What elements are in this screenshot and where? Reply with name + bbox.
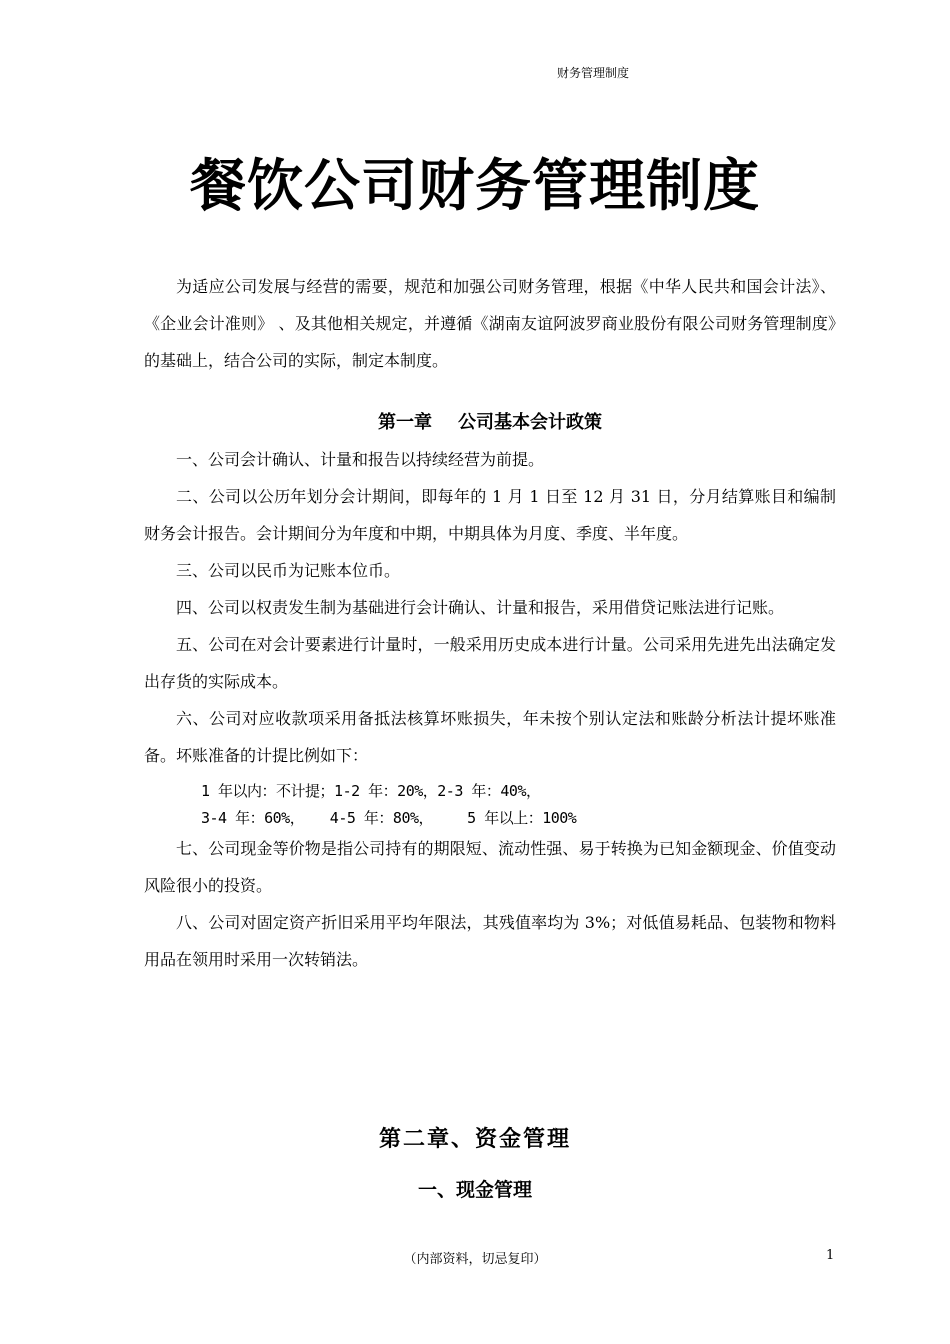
section-cash-management-heading: 一、现金管理 (417, 1179, 532, 1201)
policy-item-2: 二、公司以公历年划分会计期间，即每年的 1 月 1 日至 12 月 31 日，分月结算账目和编制财务会计报告。会计期间分为年度和中期，中期具体为月度、季度、半年度。 (144, 487, 836, 543)
policy-item-3: 三、公司以民币为记账本位币。 (176, 561, 401, 580)
chapter1-title: 公司基本会计政策 (458, 412, 602, 433)
bad-debt-ratio-table (144, 778, 836, 832)
chapter2-heading: 第二章、资金管理 (378, 1127, 571, 1152)
document-body (144, 268, 836, 978)
policy-item-8: 八、公司对固定资产折旧采用平均年限法，其残值率均为 3%；对低值易耗品、包装物和物料用品在领用时采用一次转销法。 (144, 913, 836, 969)
footer-notice: （内部资料，切忌复印） (403, 1252, 547, 1267)
policy-item-4: 四、公司以权责发生制为基础进行会计确认、计量和报告，采用借贷记账法进行记账。 (176, 598, 785, 617)
chapter1-number: 第一章 (378, 412, 432, 433)
ratio-line-1: 1 年以内：不计提；1-2 年：20%，2-3 年：40%， (201, 782, 541, 800)
policy-item-6: 六、公司对应收款项采用备抵法核算坏账损失，年未按个别认定法和账龄分析法计提坏账准备。坏账准备的计提比例如下： (144, 709, 836, 765)
chapter1-heading (144, 405, 836, 441)
intro-paragraph: 为适应公司发展与经营的需要，规范和加强公司财务管理，根据《中华人民共和国会计法》、《企业会计准则》 、及其他相关规定，并遵循《湖南友谊阿波罗商业股份有限公司财务管理制度》的基础上，结合公司的实际，制定本制度。 (144, 277, 836, 370)
policy-item-7: 七、公司现金等价物是指公司持有的期限短、流动性强、易于转换为已知金额现金、价值变动风险很小的投资。 (144, 839, 836, 895)
running-header: 财务管理制度 (556, 66, 629, 80)
policy-item-1: 一、公司会计确认、计量和报告以持续经营为前提。 (176, 450, 545, 469)
page-number: 1 (826, 1248, 835, 1263)
policy-item-5: 五、公司在对会计要素进行计量时，一般采用历史成本进行计量。公司采用先进先出法确定发出存货的实际成本。 (144, 635, 836, 691)
document-title: 餐饮公司财务管理制度 (190, 154, 760, 219)
ratio-line-2: 3-4 年：60%， 4-5 年：80%， 5 年以上：100% (201, 809, 577, 827)
